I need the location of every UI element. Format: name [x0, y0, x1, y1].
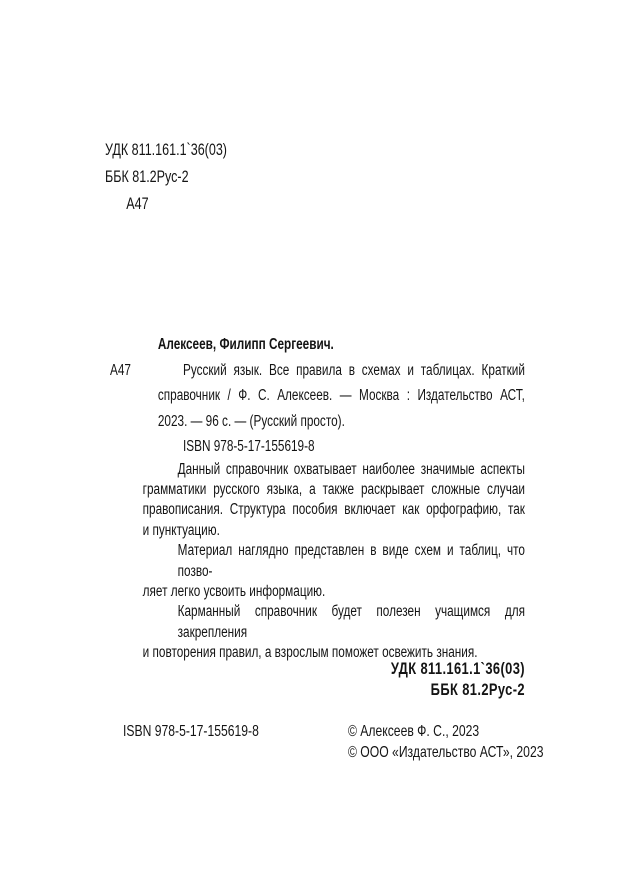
copyright-publisher: © ООО «Издательство АСТ», 2023 [347, 743, 544, 761]
card-margin-code: А47 [110, 361, 131, 379]
footer-block [123, 722, 544, 763]
annotation-line: и пунктуацию. [142, 521, 220, 539]
classification-references [110, 658, 525, 701]
copyright-block [347, 722, 544, 763]
card-author-heading: Алексеев, Филипп Сергеевич. [157, 336, 334, 353]
bbk-line: ББК 81.2Рус-2 [105, 168, 189, 186]
author-sign-line: А47 [126, 195, 149, 213]
copyright-author: © Алексеев Ф. С., 2023 [347, 723, 480, 740]
annotation-line: Карманный справочник будет полезен учащимся для закрепления [177, 603, 525, 641]
annotation-line: ляет легко усвоить информацию. [142, 582, 326, 600]
annotation-line: и повторения правил, а взрослым поможет освежить знания. [142, 644, 478, 662]
annotation-line: Материал наглядно представлен в виде схем и таблиц, что позво- [177, 542, 525, 580]
footer-isbn: ISBN 978-5-17-155619-8 [123, 723, 259, 740]
annotation [110, 460, 525, 664]
annotation-line: правописания. Структура пособия включает как орфографию, так [142, 501, 525, 519]
bbk-reference: ББК 81.2Рус-2 [430, 680, 525, 700]
card-isbn: ISBN 978-5-17-155619-8 [182, 438, 315, 455]
bib-line: Русский язык. Все правила в схемах и таблицах. Краткий [182, 361, 525, 379]
catalog-card [110, 332, 525, 701]
annotation-line: Данный справочник охватывает наиболее значимые аспекты [177, 460, 525, 478]
bibliographic-description [110, 358, 525, 435]
bib-line: 2023. — 96 с. — (Русский просто). [157, 412, 345, 430]
annotation-line: грамматики русского языка, а также раскрывает сложные случаи [142, 480, 525, 498]
bib-line: справочник / Ф. С. Алексеев. — Москва : Издательство АСТ, [157, 387, 525, 404]
classification-block [105, 137, 356, 218]
udk-line: УДК 811.161.1`36(03) [105, 141, 227, 159]
udk-reference: УДК 811.161.1`36(03) [390, 658, 525, 678]
